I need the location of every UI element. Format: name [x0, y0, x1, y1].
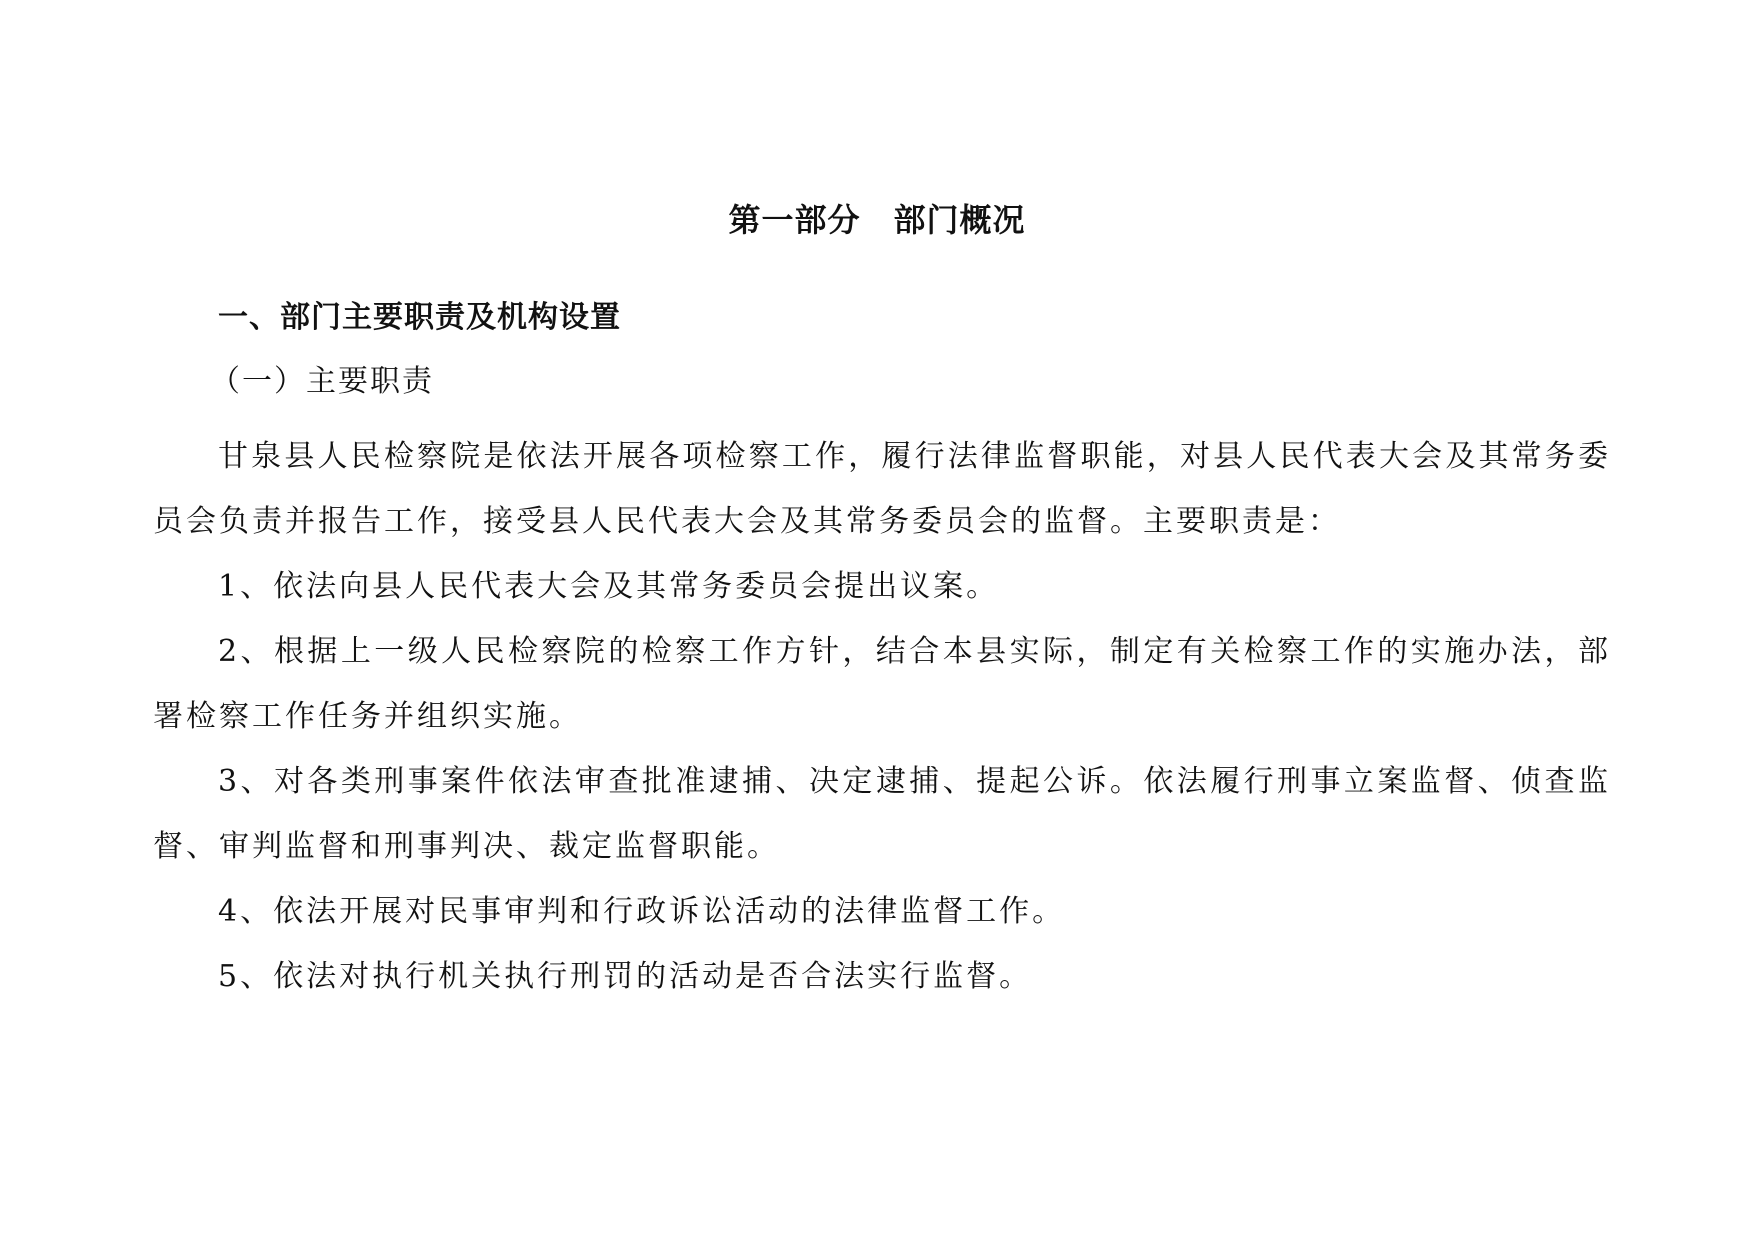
paragraph-item-2: 2、根据上一级人民检察院的检察工作方针，结合本县实际，制定有关检察工作的实施办法，部署检察工作任务并组织实施。 — [153, 634, 1611, 734]
paragraph-item-3: 3、对各类刑事案件依法审查批准逮捕、决定逮捕、提起公诉。依法履行刑事立案监督、侦查监督、审判监督和刑事判决、裁定监督职能。 — [153, 764, 1611, 864]
subsection-heading: （一）主要职责 — [210, 364, 434, 399]
paragraph-item-1: 1、依法向县人民代表大会及其常务委员会提出议案。 — [218, 569, 1000, 604]
paragraph-item-4: 4、依法开展对民事审判和行政诉讼活动的法律监督工作。 — [218, 894, 1066, 929]
page-title: 第一部分 部门概况 — [728, 201, 1026, 239]
body-text — [153, 424, 1611, 1009]
section-heading: 一、部门主要职责及机构设置 — [218, 300, 621, 335]
paragraph-intro: 甘泉县人民检察院是依法开展各项检察工作，履行法律监督职能，对县人民代表大会及其常务委员会负责并报告工作，接受县人民代表大会及其常务委员会的监督。主要职责是： — [153, 439, 1611, 539]
paragraph-item-5: 5、依法对执行机关执行刑罚的活动是否合法实行监督。 — [218, 959, 1033, 994]
